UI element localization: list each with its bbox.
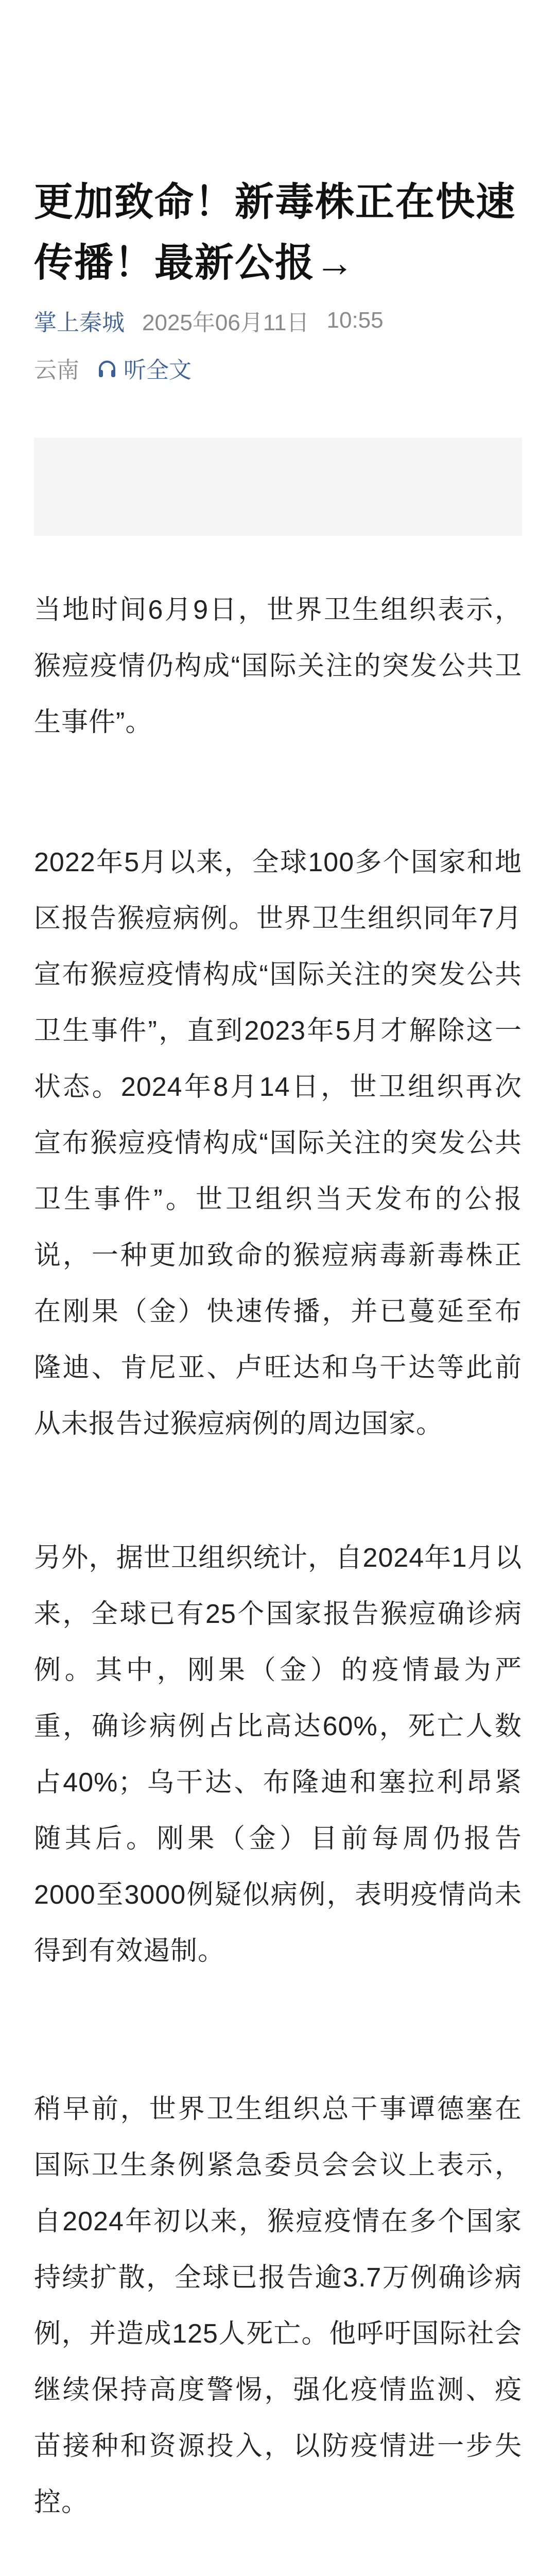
- publish-date: 2025年06月11日: [142, 310, 309, 335]
- article-meta-secondary: [34, 351, 192, 384]
- article-paragraph-2: 2022年5月以来，全球100多个国家和地区报告猴痘病例。世界卫生组织同年7月宣布猴痘疫情构成“国际关注的突发公共卫生事件”，直到2023年5月才解除这一状态。2024年8月14日，世卫组织再次宣布猴痘疫情构成“国际关注的突发公共卫生事件”。世卫组织当天发布的公报说，一种更加致命的猴痘病毒新毒株正在刚果（金）快速传播，并已蔓延至布隆迪、肯尼亚、卢旺达和乌干达等此前从未报告过猴痘病例的周边国家。: [34, 848, 522, 1439]
- article-paragraph-1: 当地时间6月9日，世界卫生组织表示，猴痘疫情仍构成“国际关注的突发公共卫生事件”。: [34, 595, 522, 737]
- article-paragraph-3: 另外，据世卫组织统计，自2024年1月以来，全球已有25个国家报告猴痘确诊病例。其中，刚果（金）的疫情最为严重，确诊病例占比高达60%，死亡人数占40%；乌干达、布隆迪和塞拉利昂紧随其后。刚果（金）目前每周仍报告2000至3000例疑似病例，表明疫情尚未得到有效遏制。: [34, 1543, 522, 1966]
- publish-time: 10:55: [326, 308, 384, 333]
- headphone-icon: [97, 359, 117, 377]
- region-label: 云南: [34, 358, 79, 383]
- account-name[interactable]: 掌上秦城: [34, 310, 125, 335]
- article-meta: [34, 304, 384, 337]
- article-title: 更加致命！新毒株正在快速传播！最新公报→: [34, 180, 516, 285]
- ad-placeholder: [34, 438, 522, 536]
- listen-button[interactable]: [97, 351, 192, 384]
- article-paragraph-4: 稍早前，世界卫生组织总干事谭德塞在国际卫生条例紧急委员会会议上表示，自2024年初以来，猴痘疫情在多个国家持续扩散，全球已报告逾3.7万例确诊病例，并造成125人死亡。他呼吁国际社会继续保持高度警惕，强化疫情监测、疫苗接种和资源投入，以防疫情进一步失控。: [34, 2094, 522, 2517]
- listen-label: 听全文: [124, 358, 192, 383]
